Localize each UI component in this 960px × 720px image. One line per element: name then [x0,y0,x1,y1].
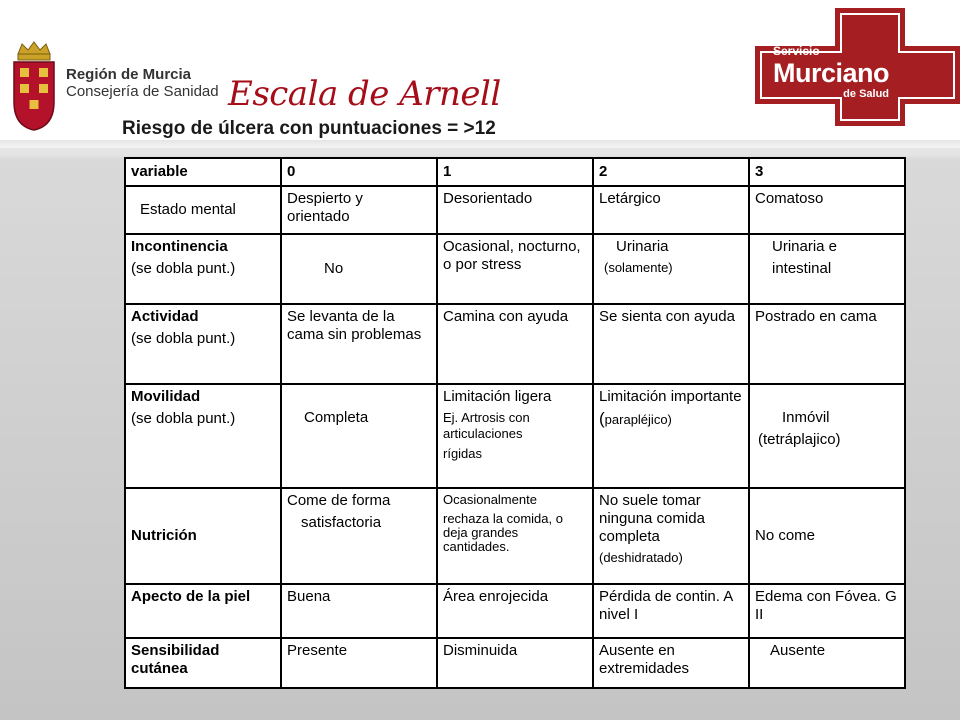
cell-score-2: Letárgico [593,186,749,234]
variable-label: Movilidad [131,388,201,405]
cell-score-1: Disminuida [437,638,593,688]
cell-text: orientado [287,208,350,225]
variable-note: (se dobla punt.) [131,330,236,347]
cell-text: Urinaria [616,238,669,255]
cell-note-text: parapléjico) [604,412,672,427]
region-name: Región de Murcia [66,66,192,83]
table-row [125,488,905,584]
variable-note: (se dobla punt.) [131,260,236,277]
cell-score-3: No come [749,488,905,584]
sms-murciano: Murciano [773,58,890,88]
table-row [125,186,905,234]
table-row [125,304,905,384]
cell-score-0: Buena [281,584,437,638]
arnell-scale-table [124,157,906,689]
cell-variable: Nutrición [125,488,281,584]
header-variable: variable [125,158,281,186]
cell-text: (tetráplajico) [758,431,841,448]
header-score-3: 3 [749,158,905,186]
header-score-2: 2 [593,158,749,186]
slide-title: Escala de Arnell [228,74,501,114]
murcia-coat-of-arms-icon [10,40,58,132]
cell-text: No suele tomar ninguna comida completa [599,492,705,545]
cell-text: Come de forma [287,492,391,509]
cell-score-0 [281,186,437,234]
cell-score-3: Comatoso [749,186,905,234]
cell-score-2 [593,234,749,304]
cell-score-3 [749,384,905,488]
cell-text: Inmóvil [782,409,830,426]
table-row [125,638,905,688]
cell-score-2: Se sienta con ayuda [593,304,749,384]
cell-score-1: Ocasional, nocturno, o por stress [437,234,593,304]
variable-label: Actividad [131,308,199,325]
cell-note: rígidas [443,446,483,461]
cell-text: Urinaria e [772,238,838,255]
variable-label: Estado mental [140,201,236,218]
cell-score-0 [281,488,437,584]
cell-note: rechaza la comida, o deja grandes cantidades. [443,511,563,554]
cell-variable [125,234,281,304]
sms-servicio: Servicio [773,44,820,58]
table-header-row [125,158,905,186]
region-department: Consejería de Sanidad [66,83,219,100]
cell-score-0: Se levanta de la cama sin problemas [281,304,437,384]
cell-text: satisfactoria [301,514,382,531]
header-score-1: 1 [437,158,593,186]
cell-score-3: Ausente [749,638,905,688]
cell-note [599,410,743,429]
cell-score-2: Ausente en extremidades [593,638,749,688]
cell-score-1: Camina con ayuda [437,304,593,384]
cell-score-2: Pérdida de contin. A nivel I [593,584,749,638]
table-row [125,584,905,638]
cell-text: Limitación importante [599,388,742,405]
cell-variable [125,384,281,488]
header-score-0: 0 [281,158,437,186]
sms-logo-text [773,44,889,100]
cell-score-0: Completa [281,384,437,488]
cell-note: Ocasionalmente [443,492,537,507]
cell-score-1: Área enrojecida [437,584,593,638]
paren-open: ( [599,409,605,428]
cell-score-1: Desorientado [437,186,593,234]
variable-label: Incontinencia [131,238,228,255]
cell-score-2 [593,488,749,584]
cell-text: Despierto y [287,190,363,207]
cell-text: intestinal [772,260,832,277]
cell-score-3: Edema con Fóvea. G II [749,584,905,638]
cell-variable: Sensibilidad cutánea [125,638,281,688]
cell-score-3: Postrado en cama [749,304,905,384]
cell-note: Ej. Artrosis con articulaciones [443,410,530,441]
cell-note: (solamente) [604,260,673,275]
sms-de-salud: de Salud [843,88,890,100]
variable-note: (se dobla punt.) [131,410,236,427]
cell-variable [125,186,281,234]
region-logo-text [66,66,219,100]
cell-score-1 [437,488,593,584]
cell-score-1 [437,384,593,488]
cell-variable [125,304,281,384]
slide-subtitle: Riesgo de úlcera con puntuaciones = >12 [122,118,496,139]
cell-score-0: Presente [281,638,437,688]
cell-score-3 [749,234,905,304]
cell-text: Limitación ligera [443,388,552,405]
cell-score-2 [593,384,749,488]
cell-variable: Apecto de la piel [125,584,281,638]
table-row [125,234,905,304]
cell-note: (deshidratado) [599,550,683,565]
header-divider [0,140,960,154]
cell-score-0: No [281,234,437,304]
table-row [125,384,905,488]
